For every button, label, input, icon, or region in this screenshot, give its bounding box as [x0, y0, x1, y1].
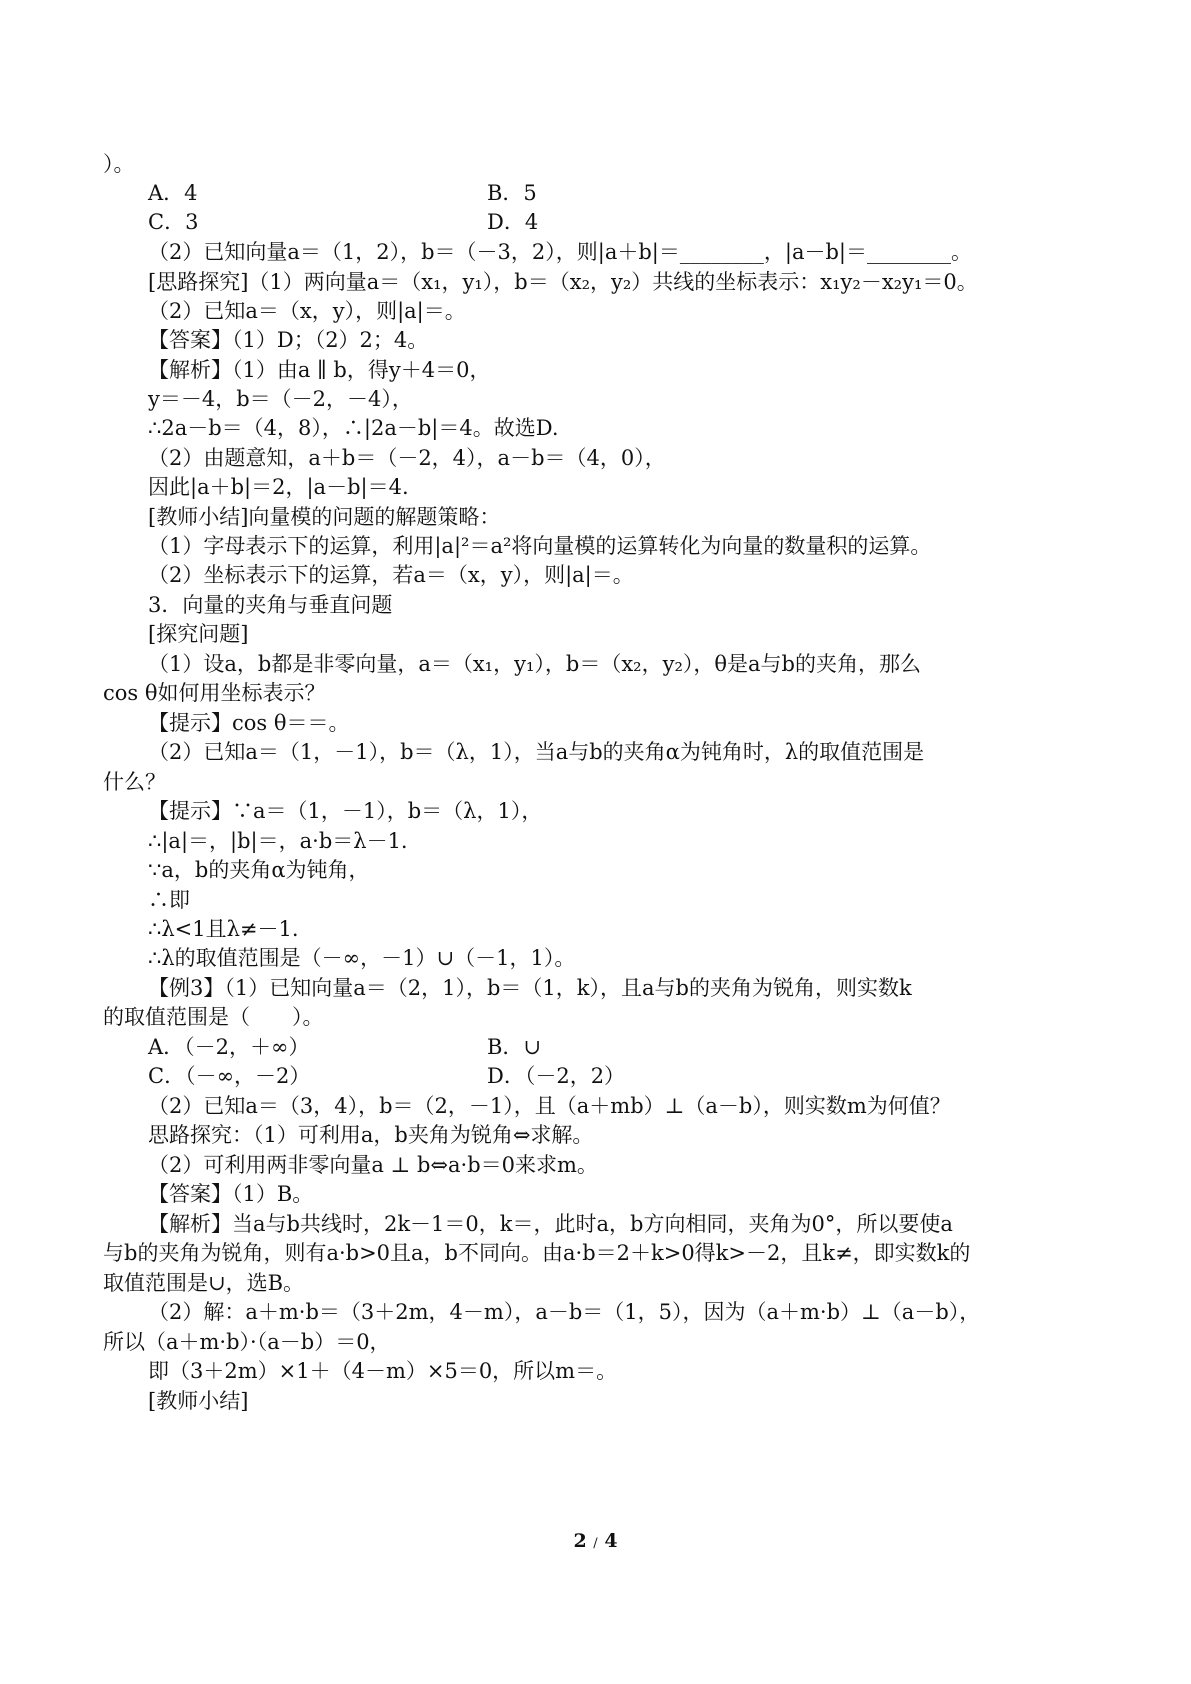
hint-line: 【提示】∵a＝（1，－1），b＝（λ，1）， [148, 799, 543, 823]
option-c: C．3 [148, 210, 199, 234]
text-line: （2）已知a＝（3，4），b＝（2，－1），且（a＋mb）⊥（a－b），则实数m为何值？ [148, 1094, 951, 1118]
text-line: [教师小结] [148, 1389, 249, 1413]
text-line: 与b的夹角为锐角，则有a·b>0且a，b不同向。由a·b＝2＋k>0得k>－2，且k≠，即实数k的 [103, 1241, 971, 1265]
text-line: （2）可利用两非零向量a ⊥ b⇔a·b＝0来求m。 [148, 1153, 598, 1177]
page-total: 4 [604, 1530, 618, 1552]
option-d: D．4 [487, 210, 539, 234]
text-line: （2）已知a＝（1，－1），b＝（λ，1），当a与b的夹角α为钝角时，λ的取值范围是 [148, 740, 925, 764]
text-line: （2）坐标表示下的运算，若a＝（x，y），则|a|＝。 [148, 563, 634, 587]
text-line: （1）字母表示下的运算，利用|a|²＝a²将向量模的运算转化为向量的数量积的运算。 [148, 534, 932, 558]
text-line: y＝－4，b＝（－2，－4）， [148, 387, 413, 411]
text-line: [探究问题] [148, 622, 249, 646]
text-line: （2）由题意知，a＋b＝（－2，4），a－b＝（4，0）， [148, 446, 666, 470]
text-line: [教师小结]向量模的问题的解题策略： [148, 505, 501, 529]
text-line: 什么？ [103, 770, 166, 794]
option-b: B．∪ [487, 1035, 542, 1059]
text-line: （2）已知a＝（x，y），则|a|＝。 [148, 299, 466, 323]
text-line: ∵a，b的夹角α为钝角， [148, 858, 370, 882]
text-line: （2）解：a＋m·b＝（3＋2m，4－m），a－b＝（1，5），因为（a＋m·b）⊥（a－b）， [148, 1300, 981, 1324]
text-line: ∴λ<1且λ≠－1. [148, 917, 299, 941]
text-line: ∴2a－b＝（4，8），∴|2a－b|＝4。故选D. [148, 416, 559, 440]
text-line: 思路探究：（1）可利用a，b夹角为锐角⇔求解。 [148, 1123, 594, 1147]
text-line: ）。 [103, 152, 135, 176]
page-current: 2 [573, 1530, 587, 1552]
text-line: ∴|a|＝，|b|＝，a·b＝λ－1. [148, 829, 408, 853]
text-line: 因此|a＋b|＝2，|a－b|＝4. [148, 475, 409, 499]
example-line: 【例3】（1）已知向量a＝（2，1），b＝（1，k），且a与b的夹角为锐角，则实数k [148, 976, 912, 1000]
text-line: [思路探究]（1）两向量a＝（x₁，y₁），b＝（x₂，y₂）共线的坐标表示：x₁y₂－x₂y₁＝0。 [148, 270, 978, 294]
text-line: （1）设a，b都是非零向量，a＝（x₁，y₁），b＝（x₂，y₂），θ是a与b的夹角，那么 [148, 652, 921, 676]
text-line: 的取值范围是（ ）。 [103, 1005, 324, 1029]
option-d: D．（－2，2） [487, 1064, 626, 1088]
hint-line: 【提示】cos θ＝＝。 [148, 711, 350, 735]
page-number [0, 1530, 1191, 1552]
option-a: A．（－2，＋∞） [148, 1035, 310, 1059]
analysis-line: 【解析】当a与b共线时，2k－1＝0，k＝，此时a，b方向相同，夹角为0°，所以要使a [148, 1212, 953, 1236]
option-c: C．（－∞，－2） [148, 1064, 311, 1088]
text-line: 所以（a＋m·b）·（a－b）＝0， [103, 1330, 391, 1354]
text-line: 即（3＋2m）×1＋（4－m）×5＝0，所以m＝。 [148, 1359, 618, 1383]
option-a: A．4 [148, 181, 198, 205]
answer-line: 【答案】（1）D；（2）2；4。 [148, 328, 429, 352]
page-separator: / [593, 1536, 598, 1551]
answer-line: 【答案】（1）B。 [148, 1182, 314, 1206]
text-line: ∴即 [148, 888, 190, 912]
text-line: cos θ如何用坐标表示？ [103, 681, 326, 705]
text-line: 取值范围是∪，选B。 [103, 1271, 305, 1295]
option-b: B．5 [487, 181, 537, 205]
analysis-line: 【解析】（1）由a ∥ b，得y＋4＝0， [148, 358, 491, 382]
text-line: （2）已知向量a＝（1，2），b＝（－3，2），则|a＋b|＝________，|a－b|＝________。 [148, 240, 972, 264]
section-heading: 3．向量的夹角与垂直问题 [148, 593, 393, 617]
text-line: ∴λ的取值范围是（－∞，－1）∪（－1，1）。 [148, 946, 576, 970]
